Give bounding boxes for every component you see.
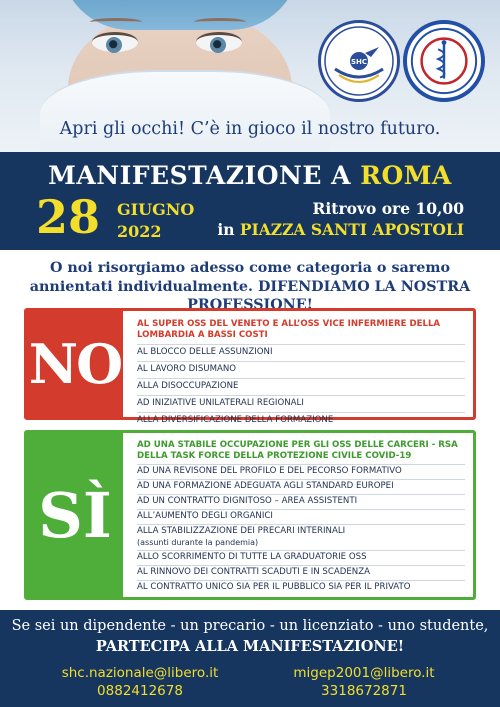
event-month-year [117,199,194,242]
call-to-action [0,617,500,657]
event-title [0,161,500,190]
claim-strong: DIFENDIAMO LA NOSTRA PROFESSIONE! [187,278,471,314]
no-list [137,317,465,429]
footer [0,610,500,707]
list-item: AL SUPER OSS DEL VENETO E ALL’OSS VICE INFERMIERE DELLA LOMBARDIA A BASSI COSTI [137,317,465,345]
event-day: 28 [36,190,101,244]
surgical-mask [40,70,330,152]
list-item: AD UNA REVISONE DEL PROFILO E DEL PECORSO FORMATIVO [137,465,465,480]
no-box [24,308,476,425]
list-item: ALLA DISOCCUPAZIONE [137,379,465,396]
contact-email[interactable]: migep2001@libero.it [293,665,435,681]
meeting-info [217,199,464,241]
list-item: AD UNA STABILE OCCUPAZIONE PER GLI OSS DELLE CARCERI - RSA DELLA TASK FORCE DELLA PROTEZIONE CIVILE COVID-19 [137,439,465,465]
contact-shc [30,665,250,700]
list-item: AL RINNOVO DEI CONTRATTI SCADUTI E IN SCADENZA [137,566,465,581]
si-label: SÌ [27,433,123,597]
list-item: AL CONTRATTO UNICO SIA PER IL PUBBLICO SIA PER IL PRIVATO [137,582,411,592]
event-city: ROMA [360,161,452,190]
contact-phone[interactable]: 0882412678 [97,682,183,699]
list-item: ALLO SCORRIMENTO DI TUTTE LA GRADUATORIE OSS [137,551,465,566]
list-item: AD INIZIATIVE UNILATERALI REGIONALI [137,396,465,413]
event-band [0,152,500,250]
meeting-time: Ritrovo ore 10,00 [312,199,464,218]
list-item-note: (assunti durante la pandemia) [137,538,259,547]
main-content [0,250,500,610]
tagline: Apri gli occhi! C’è in gioco il nostro futuro. [59,119,441,139]
event-month: GIUGNO [117,200,195,219]
list-item: AL BLOCCO DELLE ASSUNZIONI [137,345,465,362]
meeting-place-line: in PIAZZA SANTI APOSTOLI [217,219,464,239]
list-item: ALLA DIVERSIFICAZIONE DELLA FORMAZIONE [137,415,334,425]
meeting-place: PIAZZA SANTI APOSTOLI [239,219,464,239]
list-item: ALLA STABILIZZAZIONE DEI PRECARI INTERINALI (assunti durante la pandemia) [137,525,465,551]
list-item: AL LAVORO DISUMANO [137,362,465,379]
claim-statement: O noi risorgiamo adesso come categoria o saremo annientati individualmente. DIFENDIAMO LA NOSTRA PROFESSIONE! [29,260,471,314]
contact-phone[interactable]: 3318672871 [321,682,407,699]
eye-left [92,32,138,52]
event-year: 2022 [117,221,162,241]
migep-logo [403,20,485,102]
cta-line-2: PARTECIPA ALLA MANIFESTAZIONE! [95,637,405,655]
si-list [137,439,465,595]
shc-union-logo [318,20,400,102]
svg-text:SHC: SHC [350,58,368,66]
contact-migep [254,665,474,700]
list-item: ALL’AUMENTO DEGLI ORGANICI [137,510,465,525]
migep-emblem-icon [407,23,481,99]
list-item: AD UNA FORMAZIONE ADEGUATA AGLI STANDARD EUROPEI [137,480,465,495]
shc-emblem-icon [321,23,397,99]
cta-line-1: Se sei un dipendente - un precario - un licenziato - uno studente, [11,618,489,634]
hero-photo [0,0,500,152]
event-title-prefix: MANIFESTAZIONE A [48,161,361,190]
si-box [24,430,476,600]
contact-email[interactable]: shc.nazionale@libero.it [61,665,219,681]
no-label: NO [27,311,123,417]
list-item: AD UN CONTRATTO DIGNITOSO – AREA ASSISTENTI [137,495,465,510]
eye-right [196,32,242,52]
